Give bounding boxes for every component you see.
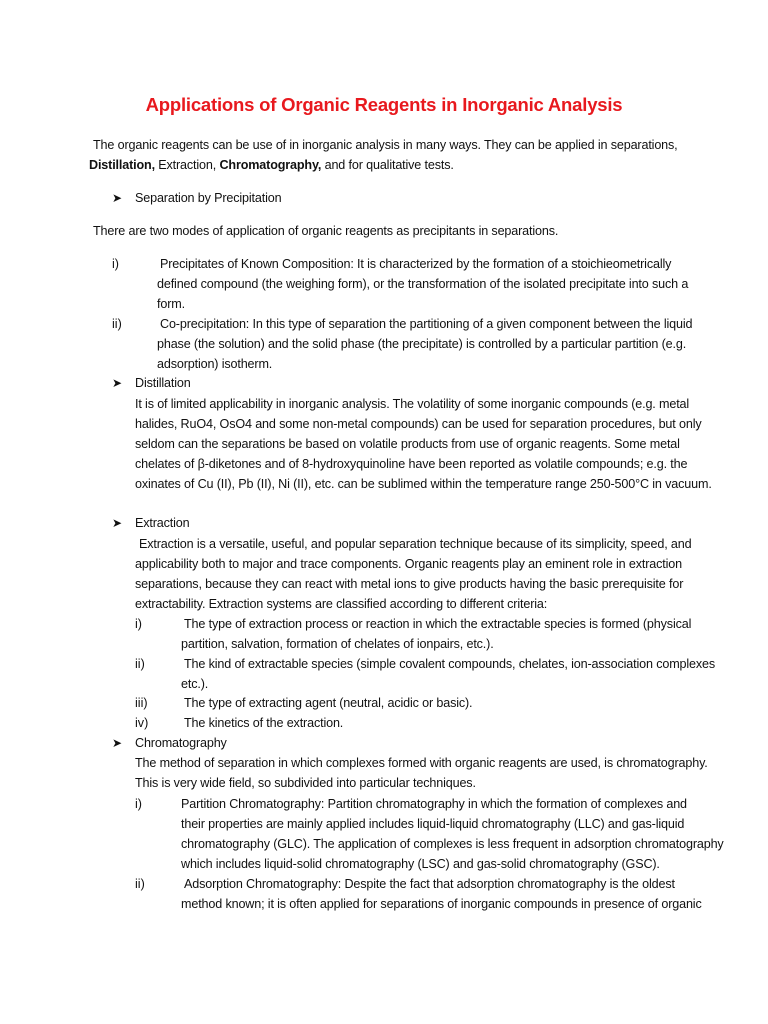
distillation-line: halides, RuO4, OsO4 and some non-metal compounds) can be used for separation procedures, but only (135, 417, 702, 431)
heading-extraction: Extraction (135, 516, 190, 530)
document-title: Applications of Organic Reagents in Inorganic Analysis (145, 94, 623, 115)
list-item-line: form. (157, 297, 185, 311)
list-marker: ii) (112, 317, 122, 331)
bullet-arrow-icon: ➤ (112, 191, 123, 205)
list-item-line: etc.). (181, 677, 209, 691)
bullet-arrow-icon: ➤ (112, 376, 123, 390)
list-marker: i) (135, 797, 142, 811)
list-item-line: Adsorption Chromatography: Despite the fact that adsorption chromatography is the oldest (184, 877, 675, 891)
intro-tail: and for qualitative tests. (321, 158, 454, 172)
intro-line-1: The organic reagents can be use of in inorganic analysis in many ways. They can be applied in separations, (93, 138, 678, 152)
list-marker: ii) (135, 657, 145, 671)
list-item-line: partition, salvation, formation of chelates of ionpairs, etc.). (181, 637, 494, 651)
list-item-line: phase (the solution) and the solid phase (the precipitate) is controlled by a particular partition (e.g. (157, 337, 687, 351)
separation-text: There are two modes of application of organic reagents as precipitants in separations. (93, 224, 559, 238)
list-item-line: Partition Chromatography: Partition chromatography in which the formation of complexes and (181, 797, 687, 811)
chromatography-line: The method of separation in which complexes formed with organic reagents are used, is chromatography. (135, 756, 708, 770)
intro-chromatography: Chromatography, (219, 158, 322, 172)
bullet-arrow-icon: ➤ (112, 736, 123, 750)
extraction-line: extractability. Extraction systems are classified according to different criteria: (135, 597, 548, 611)
list-marker: i) (135, 617, 142, 631)
chromatography-line: This is very wide field, so subdivided into particular techniques. (135, 776, 476, 790)
list-item-line: The kinetics of the extraction. (184, 716, 344, 730)
list-marker: iv) (135, 716, 149, 730)
list-item-line: their properties are mainly applied includes liquid-liquid chromatography (LLC) and gas-liquid (181, 817, 685, 831)
distillation-line: oxinates of Cu (II), Pb (II), Ni (II), etc. can be sublimed within the temperature range 250-500°C in vacuum. (135, 477, 712, 491)
distillation-line: seldom can the separations be based on volatile products from use of organic reagents. Some metal (135, 437, 680, 451)
intro-line-2 (89, 157, 454, 173)
distillation-line: It is of limited applicability in inorganic analysis. The volatility of some inorganic compounds (e.g. metal (135, 397, 690, 411)
extraction-line: applicability both to major and trace components. Organic reagents play an eminent role in extraction (135, 557, 682, 571)
list-marker: i) (112, 257, 119, 271)
extraction-line: Extraction is a versatile, useful, and popular separation technique because of its simplicity, speed, and (139, 537, 692, 551)
list-item-line: adsorption) isotherm. (157, 357, 273, 371)
list-item-line: Co-precipitation: In this type of separation the partitioning of a given component between the liquid (160, 317, 693, 331)
list-item-line: The type of extracting agent (neutral, acidic or basic). (184, 696, 473, 710)
list-item-line: defined compound (the weighing form), or the transformation of the isolated precipitate into such a (157, 277, 689, 291)
distillation-line: chelates of β-diketones and of 8-hydroxyquinoline have been reported as volatile compounds; e.g. the (135, 457, 688, 471)
list-marker: iii) (135, 696, 148, 710)
heading-separation: Separation by Precipitation (135, 191, 282, 205)
heading-distillation: Distillation (135, 376, 191, 390)
intro-distillation: Distillation, (89, 158, 155, 172)
list-item-line: Precipitates of Known Composition: It is characterized by the formation of a stoichieometrically (160, 257, 672, 271)
list-item-line: chromatography (GLC). The application of complexes is less frequent in adsorption chromatography (181, 837, 724, 851)
list-item-line: method known; it is often applied for separations of inorganic compounds in presence of organic (181, 897, 702, 911)
bullet-arrow-icon: ➤ (112, 516, 123, 530)
intro-extraction: Extraction, (154, 158, 220, 172)
list-marker: ii) (135, 877, 145, 891)
list-item-line: The type of extraction process or reaction in which the extractable species is formed (physical (184, 617, 692, 631)
list-item-line: which includes liquid-solid chromatography (LSC) and gas-solid chromatography (GSC). (181, 857, 660, 871)
extraction-line: separations, because they can react with metal ions to give products having the basic prerequisite for (135, 577, 684, 591)
list-item-line: The kind of extractable species (simple covalent compounds, chelates, ion-association complexes (184, 657, 716, 671)
heading-chromatography: Chromatography (135, 736, 227, 750)
